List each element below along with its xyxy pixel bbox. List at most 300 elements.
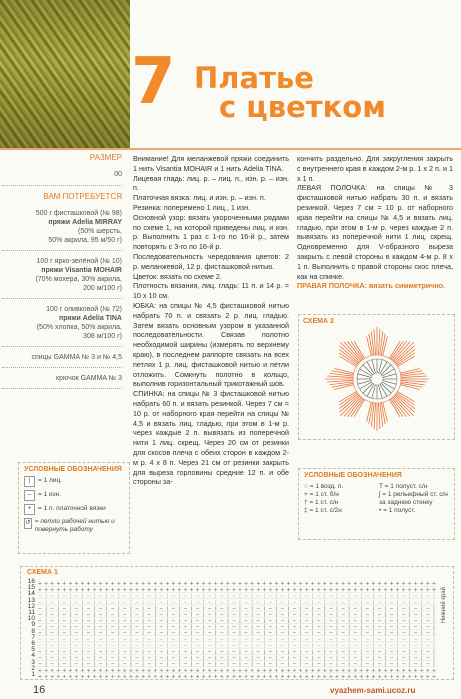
- grid-cell: |: [154, 624, 157, 631]
- grid-cell: −: [389, 605, 394, 612]
- grid-cell: +: [207, 667, 212, 674]
- grid-cell: |: [190, 593, 193, 600]
- grid-cell: −: [425, 630, 431, 637]
- grid-cell: +: [401, 674, 406, 680]
- grid-cell: +: [153, 581, 158, 588]
- grid-cell: +: [128, 667, 134, 674]
- grid-cell: |: [239, 599, 241, 606]
- grid-cell: +: [195, 587, 200, 594]
- petal-stitch: [401, 376, 427, 378]
- grid-cell: +: [189, 581, 194, 588]
- grid-cell: |: [372, 605, 375, 612]
- grid-cell: +: [62, 674, 67, 680]
- grid-cell: +: [322, 587, 327, 594]
- grid-cell: |: [299, 593, 302, 600]
- grid-cell: −: [122, 605, 127, 612]
- grid-cell: −: [183, 630, 188, 637]
- grid-cell: |: [263, 649, 266, 656]
- row-number: 5: [31, 646, 35, 654]
- grid-cell: +: [274, 587, 279, 594]
- grid-cell: |: [336, 630, 338, 637]
- grid-cell: −: [219, 605, 224, 612]
- grid-cell: −: [353, 636, 358, 643]
- grid-cell: −: [37, 636, 43, 643]
- grid-cell: −: [280, 605, 285, 612]
- grid-cell: +: [134, 674, 140, 680]
- materials-column: [2, 153, 122, 389]
- instruction-paragraph: Резинка: поперемено 1 лиц., 1 изн.: [133, 202, 251, 212]
- grid-cell: +: [140, 667, 146, 674]
- grid-cell: |: [311, 655, 314, 662]
- grid-cell: |: [311, 593, 314, 600]
- grid-cell: −: [147, 605, 152, 612]
- grid-cell: |: [384, 618, 387, 625]
- grid-cell: |: [93, 649, 96, 656]
- grid-cell: |: [45, 612, 47, 619]
- grid-cell: −: [280, 624, 285, 631]
- grid-cell: −: [377, 612, 382, 619]
- grid-cell: −: [147, 612, 152, 619]
- grid-cell: |: [154, 630, 157, 637]
- grid-cell: +: [68, 674, 73, 680]
- grid-cell: −: [219, 630, 224, 637]
- header-divider: [0, 148, 461, 150]
- grid-cell: |: [408, 593, 411, 600]
- grid-cell: +: [171, 581, 176, 588]
- grid-cell: −: [147, 593, 152, 600]
- center-stitch: [363, 365, 373, 375]
- grid-cell: −: [159, 599, 164, 606]
- grid-cell: −: [98, 636, 103, 643]
- grid-cell: −: [256, 655, 261, 662]
- grid-cell: −: [159, 612, 164, 619]
- grid-cell: |: [227, 630, 229, 637]
- grid-cell: −: [401, 599, 406, 606]
- petal-stitch: [400, 385, 419, 390]
- grid-cell: +: [256, 667, 261, 674]
- grid-cell: +: [134, 667, 140, 674]
- grid-cell: |: [251, 618, 253, 625]
- grid-cell: |: [324, 612, 326, 619]
- grid-cell: +: [140, 674, 146, 680]
- grid-cell: |: [57, 612, 60, 619]
- grid-cell: −: [50, 630, 55, 637]
- grid-cell: −: [171, 636, 176, 643]
- grid-cell: |: [130, 649, 132, 656]
- grid-cell: +: [56, 667, 61, 674]
- right-front-paragraph: ПРАВАЯ ПОЛОЧКА: вязать симметрично.: [297, 281, 446, 291]
- grid-cell: |: [287, 636, 290, 643]
- grid-cell: +: [395, 667, 400, 674]
- grid-cell: −: [62, 655, 67, 662]
- grid-cell: |: [81, 599, 84, 606]
- grid-cell: +: [340, 667, 346, 674]
- grid-cell: −: [74, 655, 79, 662]
- grid-cell: +: [268, 667, 273, 674]
- center-stitch: [363, 383, 373, 393]
- grid-cell: +: [171, 667, 176, 674]
- grid-cell: |: [130, 624, 132, 631]
- grid-cell: −: [425, 612, 431, 619]
- grid-cell: +: [74, 667, 79, 674]
- row-number: 13: [27, 596, 35, 604]
- grid-cell: |: [311, 661, 314, 668]
- grid-cell: −: [316, 661, 321, 668]
- grid-cell: |: [408, 636, 411, 643]
- grid-cell: |: [154, 593, 157, 600]
- grid-cell: +: [110, 667, 115, 674]
- grid-cell: |: [372, 599, 375, 606]
- grid-cell: |: [433, 636, 435, 643]
- grid-cell: −: [62, 599, 67, 606]
- grid-cell: |: [130, 655, 132, 662]
- grid-cell: |: [287, 655, 290, 662]
- grid-cell: |: [348, 599, 350, 606]
- grid-cell: |: [239, 655, 241, 662]
- needles-item: спицы GAMMA № 3 и № 4,5: [2, 353, 122, 368]
- grid-cell: +: [322, 674, 327, 680]
- grid-cell: +: [153, 674, 158, 680]
- grid-cell: |: [166, 630, 169, 637]
- grid-cell: +: [407, 667, 412, 674]
- grid-cell: |: [202, 630, 205, 637]
- grid-cell: −: [389, 649, 394, 656]
- grid-cell: |: [227, 612, 229, 619]
- grid-cell: |: [202, 624, 205, 631]
- grid-cell: |: [348, 624, 350, 631]
- grid-cell: −: [243, 643, 249, 650]
- grid-cell: −: [134, 593, 140, 600]
- legend-row: ‡ = 1 ст. с/2н: [304, 507, 342, 514]
- grid-cell: −: [134, 624, 140, 631]
- grid-cell: +: [365, 667, 370, 674]
- grid-cell: −: [74, 624, 79, 631]
- grid-cell: −: [110, 624, 115, 631]
- grid-cell: +: [250, 587, 255, 594]
- petal-stitch: [334, 385, 353, 390]
- grid-cell: |: [396, 636, 399, 643]
- grid-cell: +: [334, 581, 340, 588]
- grid-cell: −: [328, 599, 334, 606]
- grid-cell: |: [263, 605, 266, 612]
- grid-cell: |: [239, 593, 241, 600]
- grid-cell: |: [154, 599, 157, 606]
- grid-cell: −: [243, 593, 249, 600]
- grid-cell: |: [227, 643, 229, 650]
- treble-crochet-icon: ‡: [304, 507, 310, 514]
- grid-cell: |: [117, 661, 120, 668]
- grid-cell: −: [98, 661, 103, 668]
- grid-cell: −: [304, 605, 309, 612]
- grid-cell: −: [171, 599, 176, 606]
- grid-cell: |: [336, 655, 338, 662]
- grid-cell: −: [268, 593, 273, 600]
- grid-cell: −: [268, 649, 273, 656]
- grid-cell: −: [340, 612, 346, 619]
- grid-cell: |: [239, 618, 241, 625]
- grid-cell: +: [328, 587, 334, 594]
- grid-cell: −: [401, 643, 406, 650]
- grid-cell: |: [311, 636, 314, 643]
- grid-cell: −: [50, 661, 55, 668]
- grid-cell: |: [251, 661, 253, 668]
- grid-cell: −: [207, 649, 212, 656]
- grid-cell: |: [433, 605, 435, 612]
- grid-cell: |: [348, 612, 350, 619]
- grid-cell: −: [413, 618, 418, 625]
- grid-cell: |: [384, 655, 387, 662]
- grid-cell: |: [287, 605, 290, 612]
- grid-cell: |: [396, 605, 399, 612]
- grid-cell: |: [93, 636, 96, 643]
- grid-cell: +: [122, 674, 127, 680]
- grid-cell: −: [171, 661, 176, 668]
- schema-1-title: СХЕМА 1: [27, 569, 58, 576]
- grid-cell: |: [360, 630, 363, 637]
- grid-cell: +: [140, 587, 146, 594]
- grid-cell: |: [69, 655, 72, 662]
- grid-cell: −: [377, 643, 382, 650]
- grid-cell: |: [299, 636, 302, 643]
- grid-cell: −: [268, 605, 273, 612]
- grid-cell: |: [384, 636, 387, 643]
- schema-2-title: СХЕМА 2: [303, 318, 334, 325]
- grid-cell: +: [377, 674, 382, 680]
- grid-cell: −: [280, 599, 285, 606]
- grid-cell: −: [122, 661, 127, 668]
- grid-cell: |: [105, 643, 108, 650]
- grid-cell: −: [50, 643, 55, 650]
- grid-cell: +: [56, 674, 61, 680]
- grid-cell: −: [134, 661, 140, 668]
- grid-cell: −: [110, 643, 115, 650]
- grid-cell: +: [274, 581, 279, 588]
- grid-cell: −: [159, 593, 164, 600]
- grid-cell: |: [117, 655, 120, 662]
- relief-stitch-icon: ʃ: [379, 491, 383, 498]
- grid-cell: +: [183, 674, 188, 680]
- grid-cell: |: [57, 593, 60, 600]
- grid-cell: +: [383, 667, 388, 674]
- grid-cell: −: [365, 643, 370, 650]
- grid-cell: −: [50, 649, 55, 656]
- grid-cell: |: [263, 655, 266, 662]
- grid-cell: |: [299, 643, 302, 650]
- grid-cell: |: [408, 655, 411, 662]
- grid-cell: −: [98, 605, 103, 612]
- legend-row: T = 1 полуст. с/н: [379, 483, 428, 490]
- petal-stitch: [327, 380, 353, 382]
- grid-cell: +: [425, 674, 431, 680]
- grid-cell: |: [166, 624, 169, 631]
- grid-cell: |: [384, 605, 387, 612]
- row-number: 10: [27, 615, 35, 623]
- grid-cell: +: [231, 587, 237, 594]
- grid-cell: |: [251, 624, 253, 631]
- grid-cell: −: [304, 618, 309, 625]
- grid-cell: +: [383, 587, 388, 594]
- legend-2-left: [304, 483, 374, 515]
- grid-cell: −: [207, 612, 212, 619]
- grid-cell: +: [316, 674, 321, 680]
- center-ring: [371, 373, 383, 385]
- grid-cell: |: [178, 599, 181, 606]
- grid-cell: +: [419, 667, 424, 674]
- grid-cell: |: [324, 649, 326, 656]
- grid-cell: +: [250, 674, 255, 680]
- grid-cell: −: [159, 618, 164, 625]
- grid-cell: +: [98, 674, 103, 680]
- schema-1-box: [20, 566, 454, 680]
- grid-cell: +: [183, 581, 188, 588]
- grid-cell: −: [268, 636, 273, 643]
- grid-cell: |: [130, 612, 132, 619]
- grid-cell: +: [237, 587, 243, 594]
- grid-cell: |: [154, 655, 157, 662]
- grid-cell: −: [98, 618, 103, 625]
- grid-cell: |: [239, 661, 241, 668]
- grid-cell: −: [147, 661, 152, 668]
- grid-cell: |: [178, 630, 181, 637]
- grid-cell: +: [177, 667, 182, 674]
- grid-cell: +: [104, 667, 109, 674]
- grid-cell: |: [45, 599, 47, 606]
- grid-cell: |: [408, 624, 411, 631]
- grid-cell: −: [389, 661, 394, 668]
- grid-cell: −: [195, 612, 200, 619]
- grid-cell: −: [207, 643, 212, 650]
- grid-cell: |: [117, 649, 120, 656]
- grid-cell: |: [396, 612, 399, 619]
- grid-cell: −: [353, 618, 358, 625]
- grid-cell: |: [336, 624, 338, 631]
- grid-cell: −: [86, 612, 91, 619]
- row-numbers: [23, 579, 35, 678]
- grid-cell: −: [37, 649, 43, 656]
- grid-cell: −: [98, 624, 103, 631]
- grid-cell: |: [251, 655, 253, 662]
- grid-cell: |: [396, 655, 399, 662]
- grid-cell: +: [147, 674, 152, 680]
- grid-cell: |: [324, 655, 326, 662]
- grid-cell: |: [202, 599, 205, 606]
- grid-cell: +: [280, 674, 285, 680]
- grid-cell: |: [239, 624, 241, 631]
- grid-cell: +: [165, 674, 170, 680]
- grid-cell: |: [202, 593, 205, 600]
- grid-cell: −: [413, 649, 418, 656]
- grid-cell: +: [153, 667, 158, 674]
- grid-cell: −: [256, 624, 261, 631]
- grid-cell: +: [50, 674, 55, 680]
- row-number: 14: [27, 590, 35, 598]
- grid-cell: |: [105, 605, 108, 612]
- grid-cell: +: [316, 587, 321, 594]
- grid-cell: |: [275, 643, 278, 650]
- grid-cell: |: [93, 643, 96, 650]
- grid-cell: |: [348, 630, 350, 637]
- grid-cell: |: [336, 643, 338, 650]
- grid-cell: −: [377, 661, 382, 668]
- grid-cell: −: [110, 618, 115, 625]
- grid-cell: +: [377, 587, 382, 594]
- grid-cell: |: [251, 612, 253, 619]
- grid-cell: +: [50, 587, 55, 594]
- grid-cell: +: [92, 587, 97, 594]
- grid-cell: −: [389, 624, 394, 631]
- grid-cell: |: [69, 624, 72, 631]
- grid-cell: −: [389, 618, 394, 625]
- grid-cell: −: [50, 655, 55, 662]
- grid-cell: −: [256, 618, 261, 625]
- grid-cell: −: [292, 630, 297, 637]
- grid-cell: +: [256, 581, 261, 588]
- grid-cell: −: [340, 593, 346, 600]
- grid-cell: |: [251, 630, 253, 637]
- grid-cell: −: [340, 643, 346, 650]
- grid-cell: +: [68, 587, 73, 594]
- grid-cell: +: [383, 581, 388, 588]
- grid-cell: −: [425, 661, 431, 668]
- grid-cell: |: [142, 655, 144, 662]
- grid-cell: |: [178, 636, 181, 643]
- grid-cell: −: [62, 593, 67, 600]
- grid-cell: |: [311, 649, 314, 656]
- grid-cell: |: [93, 630, 96, 637]
- grid-cell: |: [178, 661, 181, 668]
- grid-cell: |: [214, 655, 217, 662]
- grid-cell: |: [81, 630, 84, 637]
- grid-cell: −: [401, 605, 406, 612]
- grid-cell: −: [195, 649, 200, 656]
- grid-cell: +: [56, 581, 61, 588]
- grid-cell: |: [142, 661, 144, 668]
- grid-cell: +: [219, 581, 224, 588]
- grid-cell: +: [128, 587, 134, 594]
- grid-cell: |: [190, 643, 193, 650]
- grid-cell: |: [214, 649, 217, 656]
- grid-cell: −: [328, 605, 334, 612]
- grid-cell: −: [401, 661, 406, 668]
- grid-cell: −: [110, 655, 115, 662]
- petal-stitch: [378, 329, 380, 355]
- grid-cell: |: [433, 618, 435, 625]
- grid-cell: +: [128, 581, 134, 588]
- grid-cell: +: [425, 667, 431, 674]
- grid-cell: |: [190, 655, 193, 662]
- grid-cell: +: [268, 587, 273, 594]
- grid-cell: |: [433, 624, 435, 631]
- petal-stitch: [383, 336, 388, 355]
- grid-cell: |: [227, 599, 229, 606]
- grid-cell: |: [360, 593, 363, 600]
- grid-cell: −: [231, 605, 237, 612]
- grid-cell: −: [207, 661, 212, 668]
- materials-heading: ВАМ ПОТРЕБУЕТСЯ: [43, 192, 122, 201]
- grid-cell: |: [360, 649, 363, 656]
- grid-cell: −: [280, 593, 285, 600]
- grid-cell: −: [365, 624, 370, 631]
- grid-cell: −: [328, 655, 334, 662]
- grid-cell: −: [134, 630, 140, 637]
- grid-cell: +: [74, 587, 79, 594]
- grid-cell: +: [122, 667, 127, 674]
- grid-cell: +: [225, 667, 231, 674]
- grid-cell: |: [45, 655, 47, 662]
- grid-cell: |: [190, 599, 193, 606]
- grid-cell: +: [286, 587, 291, 594]
- grid-cell: −: [365, 661, 370, 668]
